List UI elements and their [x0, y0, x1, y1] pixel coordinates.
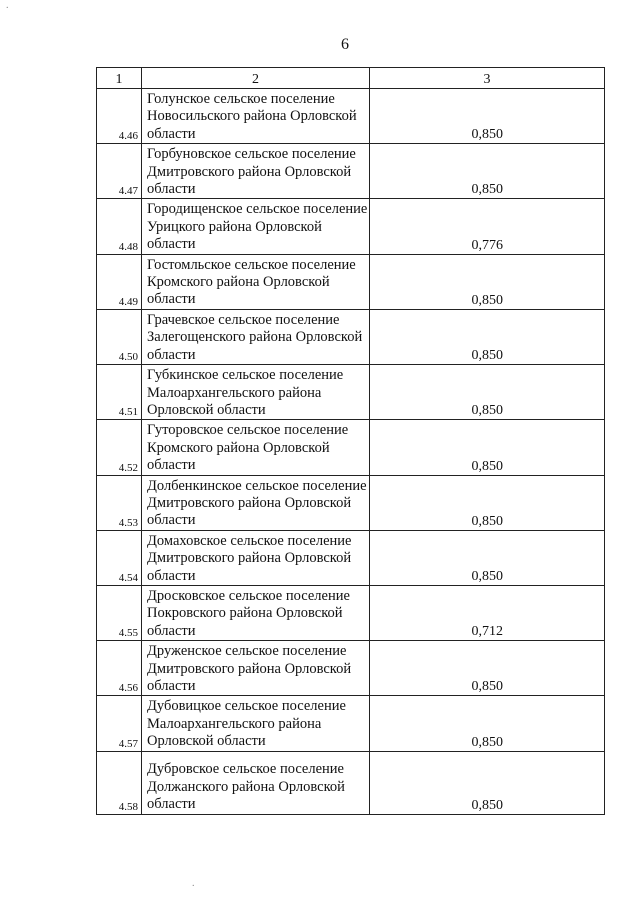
table-row [97, 89, 605, 144]
coefficient-value: 0,850 [370, 89, 605, 144]
row-number: 4.51 [97, 365, 142, 420]
coefficient-value: 0,850 [370, 144, 605, 199]
settlement-name: Домаховское сельское поселение Дмитровского района Орловской области [142, 530, 370, 585]
row-number: 4.56 [97, 641, 142, 696]
table-row [97, 144, 605, 199]
coefficient-value: 0,850 [370, 641, 605, 696]
row-number: 4.54 [97, 530, 142, 585]
table-row [97, 475, 605, 530]
table-row [97, 696, 605, 751]
settlement-name: Губкинское сельское поселение Малоархангельского района Орловской области [142, 365, 370, 420]
data-table [96, 67, 605, 815]
page-number: 6 [341, 36, 349, 53]
row-number: 4.58 [97, 751, 142, 814]
table-row [97, 420, 605, 475]
settlement-name: Гуторовское сельское поселение Кромского района Орловской области [142, 420, 370, 475]
row-number: 4.57 [97, 696, 142, 751]
table-row [97, 751, 605, 814]
coefficient-value: 0,850 [370, 751, 605, 814]
settlement-name: Голунское сельское поселение Новосильского района Орловской области [142, 89, 370, 144]
table-row [97, 199, 605, 254]
coefficient-value: 0,850 [370, 475, 605, 530]
scan-artifact: . [6, 0, 9, 11]
table-row [97, 309, 605, 364]
row-number: 4.52 [97, 420, 142, 475]
table-header-row [97, 68, 605, 89]
scan-artifact: . [192, 878, 195, 889]
table-row [97, 254, 605, 309]
settlement-name: Грачевское сельское поселение Залегощенского района Орловской области [142, 309, 370, 364]
coefficient-value: 0,850 [370, 420, 605, 475]
settlement-name: Горбуновское сельское поселение Дмитровского района Орловской области [142, 144, 370, 199]
coefficient-value: 0,850 [370, 530, 605, 585]
header-col-1: 1 [97, 68, 142, 89]
settlement-name: Друженское сельское поселение Дмитровского района Орловской области [142, 641, 370, 696]
row-number: 4.49 [97, 254, 142, 309]
row-number: 4.48 [97, 199, 142, 254]
row-number: 4.53 [97, 475, 142, 530]
row-number: 4.46 [97, 89, 142, 144]
coefficient-value: 0,850 [370, 365, 605, 420]
settlement-name: Городищенское сельское поселение Урицкого района Орловской области [142, 199, 370, 254]
coefficient-value: 0,850 [370, 696, 605, 751]
table-row [97, 641, 605, 696]
settlement-name: Дубовицкое сельское поселение Малоархангельского района Орловской области [142, 696, 370, 751]
table-row [97, 585, 605, 640]
settlement-name: Дубровское сельское поселение Должанского района Орловской области [142, 751, 370, 814]
header-col-3: 3 [370, 68, 605, 89]
row-number: 4.55 [97, 585, 142, 640]
row-number: 4.50 [97, 309, 142, 364]
settlement-name: Гостомльское сельское поселение Кромского района Орловской области [142, 254, 370, 309]
header-col-2: 2 [142, 68, 370, 89]
table-row [97, 530, 605, 585]
coefficient-value: 0,850 [370, 254, 605, 309]
settlement-name: Дросковское сельское поселение Покровского района Орловской области [142, 585, 370, 640]
settlement-name: Долбенкинское сельское поселение Дмитровского района Орловской области [142, 475, 370, 530]
row-number: 4.47 [97, 144, 142, 199]
table-row [97, 365, 605, 420]
coefficient-value: 0,850 [370, 309, 605, 364]
coefficient-value: 0,776 [370, 199, 605, 254]
coefficient-value: 0,712 [370, 585, 605, 640]
